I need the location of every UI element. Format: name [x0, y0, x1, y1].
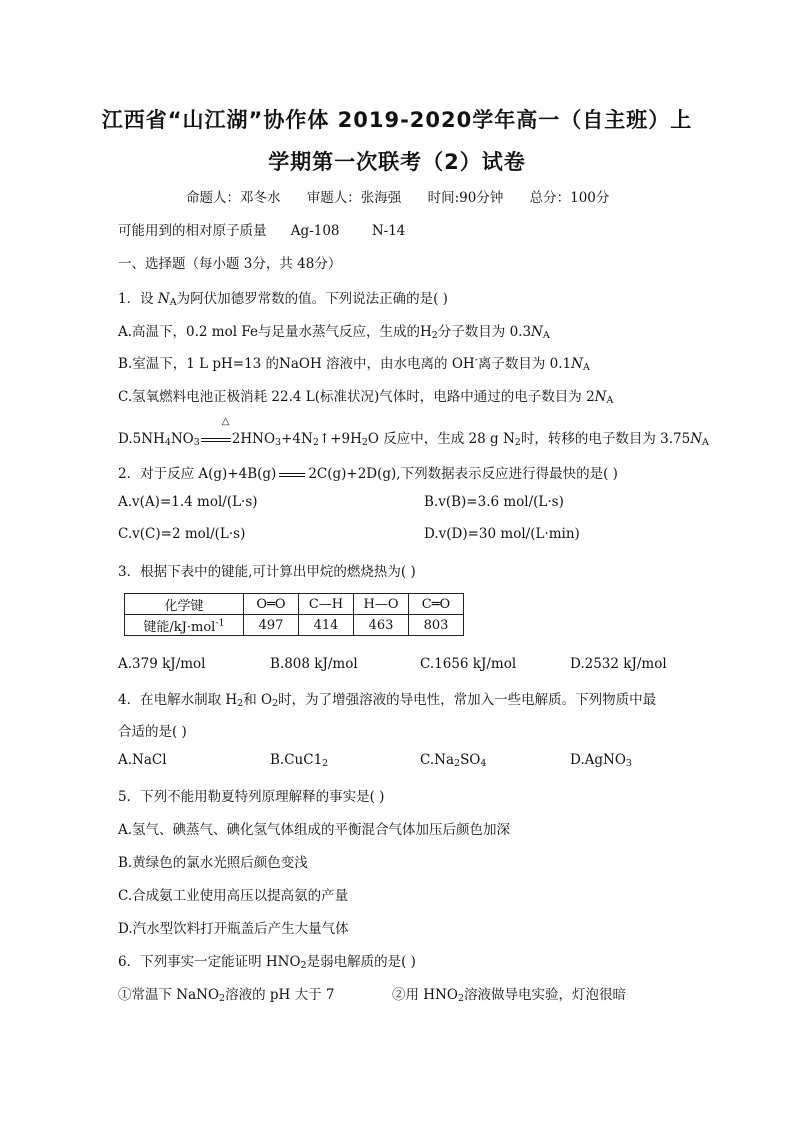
q4-stem: 4．在电解水制取 $H_2$和 $O_2$时，为了增强溶液的导电性，常加入一些电解质。下列物质中最	[118, 692, 657, 709]
q2-option-b: B.v(B)=3.6 mol/(L·s)	[424, 494, 564, 510]
table-row	[125, 594, 464, 615]
q2-option-d: D.v(D)=30 mol/(L·min)	[424, 526, 580, 542]
atomic-masses: 可能用到的相对原子质量 Ag-108 N-14	[118, 223, 406, 239]
q1-stem: 1．设 $N_A$为阿伏加德罗常数的值。下列说法正确的是( )	[118, 291, 448, 308]
table-cell-bond: O═O	[244, 594, 299, 615]
table-cell-bond: H—O	[354, 594, 409, 615]
q5-stem: 5．下列不能用勒夏特列原理解释的事实是( )	[118, 789, 385, 805]
bond-energy-table	[124, 593, 464, 636]
q2-option-a: A.v(A)=1.4 mol/(L·s)	[118, 494, 258, 510]
q6-statement-1: ①常温下 NaNO$_2$溶液的 pH 大于 7	[118, 987, 335, 1004]
table-cell-energy: 463	[354, 615, 409, 636]
q6-statement-2: ②用 $HNO_2$溶液做导电实验，灯泡很暗	[392, 987, 626, 1004]
q5-option-d: D.汽水型饮料打开瓶盖后产生大量气体	[118, 921, 349, 937]
q1-option-d: $D.5NH_4NO_3$ △ $2HNO_3+4N_2↑+9H_2O$ 反应中，生成 28 g $N_2$时，转移的电子数目为 $3.75N_A$	[118, 416, 709, 448]
q4-option-a: A.NaCl	[118, 752, 167, 768]
exam-title-line1: 江西省“山江湖”协作体 2019-2020学年高一（自主班）上	[101, 108, 693, 132]
q4-stem-line2: 合适的是( )	[118, 724, 187, 740]
q5-option-c: C.合成氨工业使用高压以提高氨的产量	[118, 888, 349, 904]
table-header-bond: 化学键	[125, 594, 244, 615]
table-cell-energy: 497	[244, 615, 299, 636]
q4-option-d: D.AgNO$_3$	[570, 752, 632, 769]
q1-option-c: C.氢氧燃料电池正极消耗 22.4 L(标准状况)气体时，电路中通过的电子数目为 $2N_A$	[118, 389, 614, 406]
exam-meta	[186, 186, 631, 206]
exam-time: 时间:90分钟	[427, 190, 504, 206]
q2-option-c: C.v(C)=2 mol/(L·s)	[118, 526, 246, 542]
q2-stem: 2．对于反应 A(g)+4B(g) 2C(g)+2D(g),下列数据表示反应进行得最快的是( )	[118, 466, 618, 482]
table-header-energy: 键能/kJ·mol$^{-1}$	[125, 615, 244, 636]
table-cell-bond: C═O	[409, 594, 464, 615]
q3-option-a: A.379 kJ/mol	[118, 656, 206, 672]
q4-option-b: $B.CuC1_2$	[270, 752, 329, 769]
heat-equals-sign: △	[200, 431, 232, 447]
section-heading: 一、选择题（每小题 3分，共 48分）	[118, 256, 342, 272]
q6-stem: 6．下列事实一定能证明 $HNO_2$是弱电解质的是( )	[118, 954, 416, 971]
q5-option-b: B.黄绿色的氯水光照后颜色变浅	[118, 855, 308, 871]
table-cell-energy: 803	[409, 615, 464, 636]
exam-title-line2: 学期第一次联考（2）试卷	[268, 150, 526, 174]
q3-option-d: D.2532 kJ/mol	[570, 656, 667, 672]
q3-option-b: B.808 kJ/mol	[270, 656, 358, 672]
table-cell-bond: C—H	[299, 594, 354, 615]
equals-sign	[279, 473, 305, 477]
q5-option-a: A.氢气、碘蒸气、碘化氢气体组成的平衡混合气体加压后颜色加深	[118, 822, 511, 838]
table-row	[125, 615, 464, 636]
table-cell-energy: 414	[299, 615, 354, 636]
q1-option-b: B.室温下，1 L pH=13 的NaOH 溶液中，由水电离的 OH-离子数目为 $0.1N_A$	[118, 354, 590, 373]
q4-option-c: $C.Na_2SO_4$	[420, 752, 487, 769]
q3-option-c: C.1656 kJ/mol	[420, 656, 517, 672]
author: 命题人：邓冬水	[186, 190, 281, 206]
q1-option-a: A.高温下，0.2 mol Fe与足量水蒸气反应，生成的$H_2$分子数目为 $0.3N_A$	[118, 324, 550, 341]
total-score: 总分：100分	[529, 190, 610, 206]
q3-stem: 3．根据下表中的键能,可计算出甲烷的燃烧热为( )	[118, 564, 416, 580]
reviewer: 审题人：张海强	[306, 190, 402, 206]
